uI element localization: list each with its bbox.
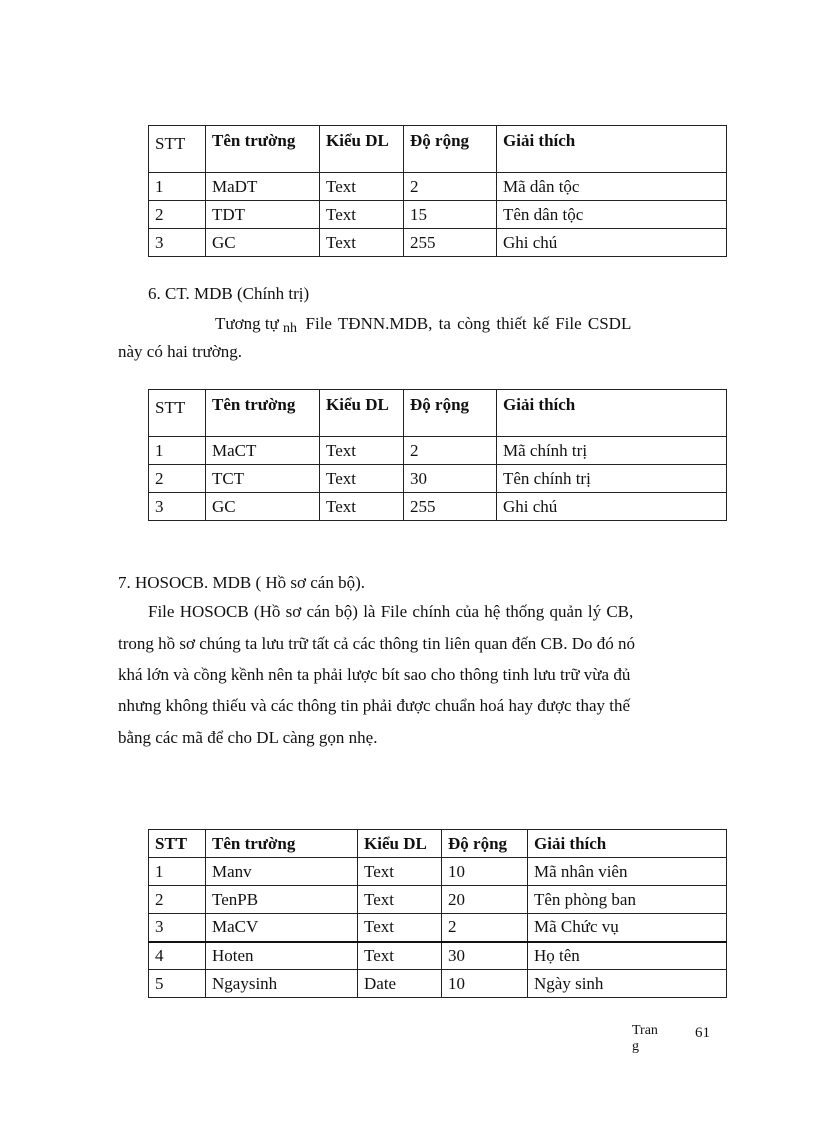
cell: Ngaysinh	[206, 970, 358, 998]
page-number: 61	[695, 1025, 710, 1041]
cell: Ngày sinh	[528, 970, 727, 998]
header-stt: STT	[149, 390, 206, 437]
table-row	[149, 229, 727, 257]
cell: 1	[149, 437, 206, 465]
table-header-row	[149, 390, 727, 437]
table-hosocb	[148, 829, 727, 998]
section-7-heading: 7. HOSOCB. MDB ( Hồ sơ cán bộ).	[118, 573, 365, 592]
cell: MaDT	[206, 173, 320, 201]
table-row	[149, 914, 727, 942]
cell: TDT	[206, 201, 320, 229]
text-fragment: nh	[283, 321, 298, 336]
cell: 5	[149, 970, 206, 998]
cell: Mã dân tộc	[497, 173, 727, 201]
cell: Text	[320, 437, 404, 465]
cell: Text	[358, 942, 442, 970]
table-row	[149, 970, 727, 998]
cell: 255	[404, 229, 497, 257]
cell: GC	[206, 229, 320, 257]
cell: Mã nhân viên	[528, 858, 727, 886]
header-stt: STT	[149, 126, 206, 173]
cell: Mã chính trị	[497, 437, 727, 465]
table-dantoc	[148, 125, 727, 257]
cell: MaCT	[206, 437, 320, 465]
table-row	[149, 173, 727, 201]
cell: Text	[320, 465, 404, 493]
header-ten-truong: Tên trường	[206, 390, 320, 437]
cell: Date	[358, 970, 442, 998]
table-row	[149, 886, 727, 914]
cell: 2	[404, 173, 497, 201]
cell: Tên dân tộc	[497, 201, 727, 229]
cell: 3	[149, 914, 206, 942]
cell: Ghi chú	[497, 493, 727, 521]
cell: Tên phòng ban	[528, 886, 727, 914]
header-do-rong: Độ rộng	[404, 126, 497, 173]
cell: 2	[404, 437, 497, 465]
section-7-line-5: bằng các mã để cho DL càng gọn nhẹ.	[118, 728, 378, 747]
table-row	[149, 201, 727, 229]
cell: 1	[149, 858, 206, 886]
header-kieu-dl: Kiểu DL	[320, 390, 404, 437]
header-kieu-dl: Kiểu DL	[358, 830, 442, 858]
cell: TenPB	[206, 886, 358, 914]
table-row	[149, 437, 727, 465]
cell: 3	[149, 229, 206, 257]
cell: GC	[206, 493, 320, 521]
text-fragment: Tương tự	[215, 314, 279, 333]
header-stt: STT	[149, 830, 206, 858]
cell: Text	[320, 201, 404, 229]
cell: 30	[442, 942, 528, 970]
cell: 15	[404, 201, 497, 229]
section-7-line-1: File HOSOCB (Hồ sơ cán bộ) là File chính của hệ thống quản lý CB,	[148, 602, 634, 621]
section-6-line-2: này có hai trường.	[118, 342, 242, 361]
header-giai-thich: Giải thích	[497, 390, 727, 437]
header-do-rong: Độ rộng	[404, 390, 497, 437]
section-7-line-2: trong hồ sơ chúng ta lưu trữ tất cả các thông tin liên quan đến CB. Do đó nó	[118, 634, 636, 653]
cell: Text	[358, 914, 442, 942]
header-giai-thich: Giải thích	[497, 126, 727, 173]
header-ten-truong: Tên trường	[206, 830, 358, 858]
cell: 4	[149, 942, 206, 970]
cell: 20	[442, 886, 528, 914]
header-kieu-dl: Kiểu DL	[320, 126, 404, 173]
cell: Text	[320, 493, 404, 521]
header-ten-truong: Tên trường	[206, 126, 320, 173]
cell: Text	[358, 858, 442, 886]
section-6-heading: 6. CT. MDB (Chính trị)	[148, 284, 310, 303]
cell: Text	[320, 173, 404, 201]
cell: 255	[404, 493, 497, 521]
table-header-row	[149, 830, 727, 858]
page-label: Trang	[632, 1023, 658, 1054]
table-row	[149, 942, 727, 970]
cell: Manv	[206, 858, 358, 886]
table-header-row	[149, 126, 727, 173]
cell: Hoten	[206, 942, 358, 970]
header-giai-thich: Giải thích	[528, 830, 727, 858]
table-chinhtri	[148, 389, 727, 521]
section-6-line-1	[215, 314, 631, 334]
cell: 2	[149, 886, 206, 914]
cell: 2	[149, 201, 206, 229]
cell: 10	[442, 970, 528, 998]
cell: Ghi chú	[497, 229, 727, 257]
header-do-rong: Độ rộng	[442, 830, 528, 858]
cell: Mã Chức vụ	[528, 914, 727, 942]
table-row	[149, 493, 727, 521]
cell: Họ tên	[528, 942, 727, 970]
section-7-line-3: khá lớn và cồng kềnh nên ta phải lược bít sao cho thông tinh lưu trữ vừa đủ	[118, 665, 631, 684]
cell: 10	[442, 858, 528, 886]
cell: 3	[149, 493, 206, 521]
cell: Tên chính trị	[497, 465, 727, 493]
cell: Text	[358, 886, 442, 914]
section-7-line-4: nhưng không thiếu và các thông tin phải được chuẩn hoá hay được thay thế	[118, 696, 631, 715]
cell: 2	[442, 914, 528, 942]
cell: 1	[149, 173, 206, 201]
text-fragment: File TĐNN.MDB, ta còng thiết kế File CSDL	[305, 314, 632, 333]
cell: Text	[320, 229, 404, 257]
cell: 2	[149, 465, 206, 493]
table-row	[149, 858, 727, 886]
cell: 30	[404, 465, 497, 493]
cell: MaCV	[206, 914, 358, 942]
table-row	[149, 465, 727, 493]
cell: TCT	[206, 465, 320, 493]
